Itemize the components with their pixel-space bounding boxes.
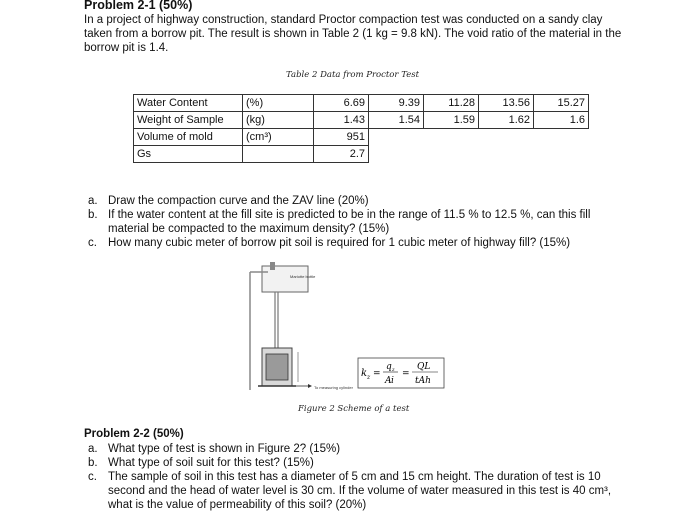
row-label: Water Content: [134, 95, 243, 112]
table-cell: 1.54: [369, 112, 424, 129]
row-unit: (%): [243, 95, 314, 112]
item-letter: c.: [88, 471, 97, 483]
table-row: [134, 146, 589, 163]
table-row: [134, 112, 589, 129]
list-item: [84, 456, 624, 470]
mariotte-bottle-shape: [262, 266, 308, 292]
problem-1-title: Problem 2-1 (50%): [84, 0, 193, 12]
item-letter: b.: [88, 209, 98, 221]
item-text: If the water content at the fill site is predicted to be in the range of 11.5 % to 12.5 %, can this fill material be compacted to the maximum density? (15%): [108, 209, 591, 235]
row-unit: [243, 146, 314, 163]
table-cell: 1.43: [314, 112, 369, 129]
empty-cell: [369, 129, 589, 146]
formula-equals-2: =: [402, 369, 410, 379]
permeameter-figure: [240, 262, 460, 402]
formula-i: i: [391, 376, 394, 386]
soil-sample: [266, 354, 288, 380]
table-cell: 1.59: [424, 112, 479, 129]
table-cell: 9.39: [369, 95, 424, 112]
item-text: What type of soil suit for this test? (15%): [108, 457, 314, 469]
table-caption: Table 2 Data from Proctor Test: [286, 70, 420, 80]
table-cell: 2.7: [314, 146, 369, 163]
item-letter: b.: [88, 457, 98, 469]
table-cell: 6.69: [314, 95, 369, 112]
formula-q: q: [386, 362, 392, 372]
item-text: How many cubic meter of borrow pit soil is required for 1 cubic meter of highway fill? (15%): [108, 237, 571, 249]
formula-k-sub: z: [367, 374, 371, 381]
empty-cell: [369, 146, 589, 163]
proctor-data-table: [133, 94, 589, 163]
problem-1-questions: [84, 194, 624, 250]
list-item: [84, 194, 624, 208]
list-item: [84, 236, 624, 250]
table-row: [134, 95, 589, 112]
row-unit: (kg): [243, 112, 314, 129]
problem-2-title: Problem 2-2 (50%): [84, 428, 184, 440]
item-text: What type of test is shown in Figure 2? (15%): [108, 443, 341, 455]
row-label: Gs: [134, 146, 243, 163]
figure-caption: Figure 2 Scheme of a test: [298, 404, 410, 414]
table-cell: 11.28: [424, 95, 479, 112]
list-item: [84, 208, 624, 236]
table-cell: 1.62: [479, 112, 534, 129]
formula-q-sub: z: [392, 367, 395, 373]
problem-1-paragraph: In a project of highway construction, standard Proctor compaction test was conducted on a sandy clay taken from a borrow pit. The result is shown in Table 2 (1 kg = 9.8 kN). The void ratio of the material in the borrow pit is 1.4.: [84, 14, 622, 54]
table-cell: 13.56: [479, 95, 534, 112]
formula-box: [358, 358, 444, 388]
formula-A: A: [385, 376, 392, 386]
item-letter: a.: [88, 195, 98, 207]
table-row: [134, 129, 589, 146]
arrow-head-icon: [308, 384, 312, 388]
row-label: Weight of Sample: [134, 112, 243, 129]
formula-k: k: [361, 368, 368, 379]
item-letter: a.: [88, 443, 98, 455]
bottle-label: Mariotte bottle: [290, 274, 316, 279]
cylinder-label: To measuring cylinder: [314, 385, 353, 390]
row-unit: (cm³): [243, 129, 314, 146]
item-letter: c.: [88, 237, 97, 249]
formula-denominator: tAh: [415, 376, 431, 386]
list-item: [84, 442, 624, 456]
table-cell: 15.27: [534, 95, 589, 112]
formula-numerator: QL: [417, 362, 431, 372]
bottle-cap: [270, 262, 275, 270]
row-label: Volume of mold: [134, 129, 243, 146]
table-cell: 951: [314, 129, 369, 146]
problem-2-questions: [84, 442, 624, 512]
table-cell: 1.6: [534, 112, 589, 129]
item-text: Draw the compaction curve and the ZAV line (20%): [108, 195, 369, 207]
item-text: The sample of soil in this test has a diameter of 5 cm and 15 cm height. The duration of test is 10 second and the head of water level is 30 cm. If the volume of water measured in this test is 40 cm³, what is the value of permeability of this soil? (20%): [108, 471, 612, 511]
formula-equals-1: =: [373, 369, 381, 379]
list-item: [84, 470, 624, 512]
